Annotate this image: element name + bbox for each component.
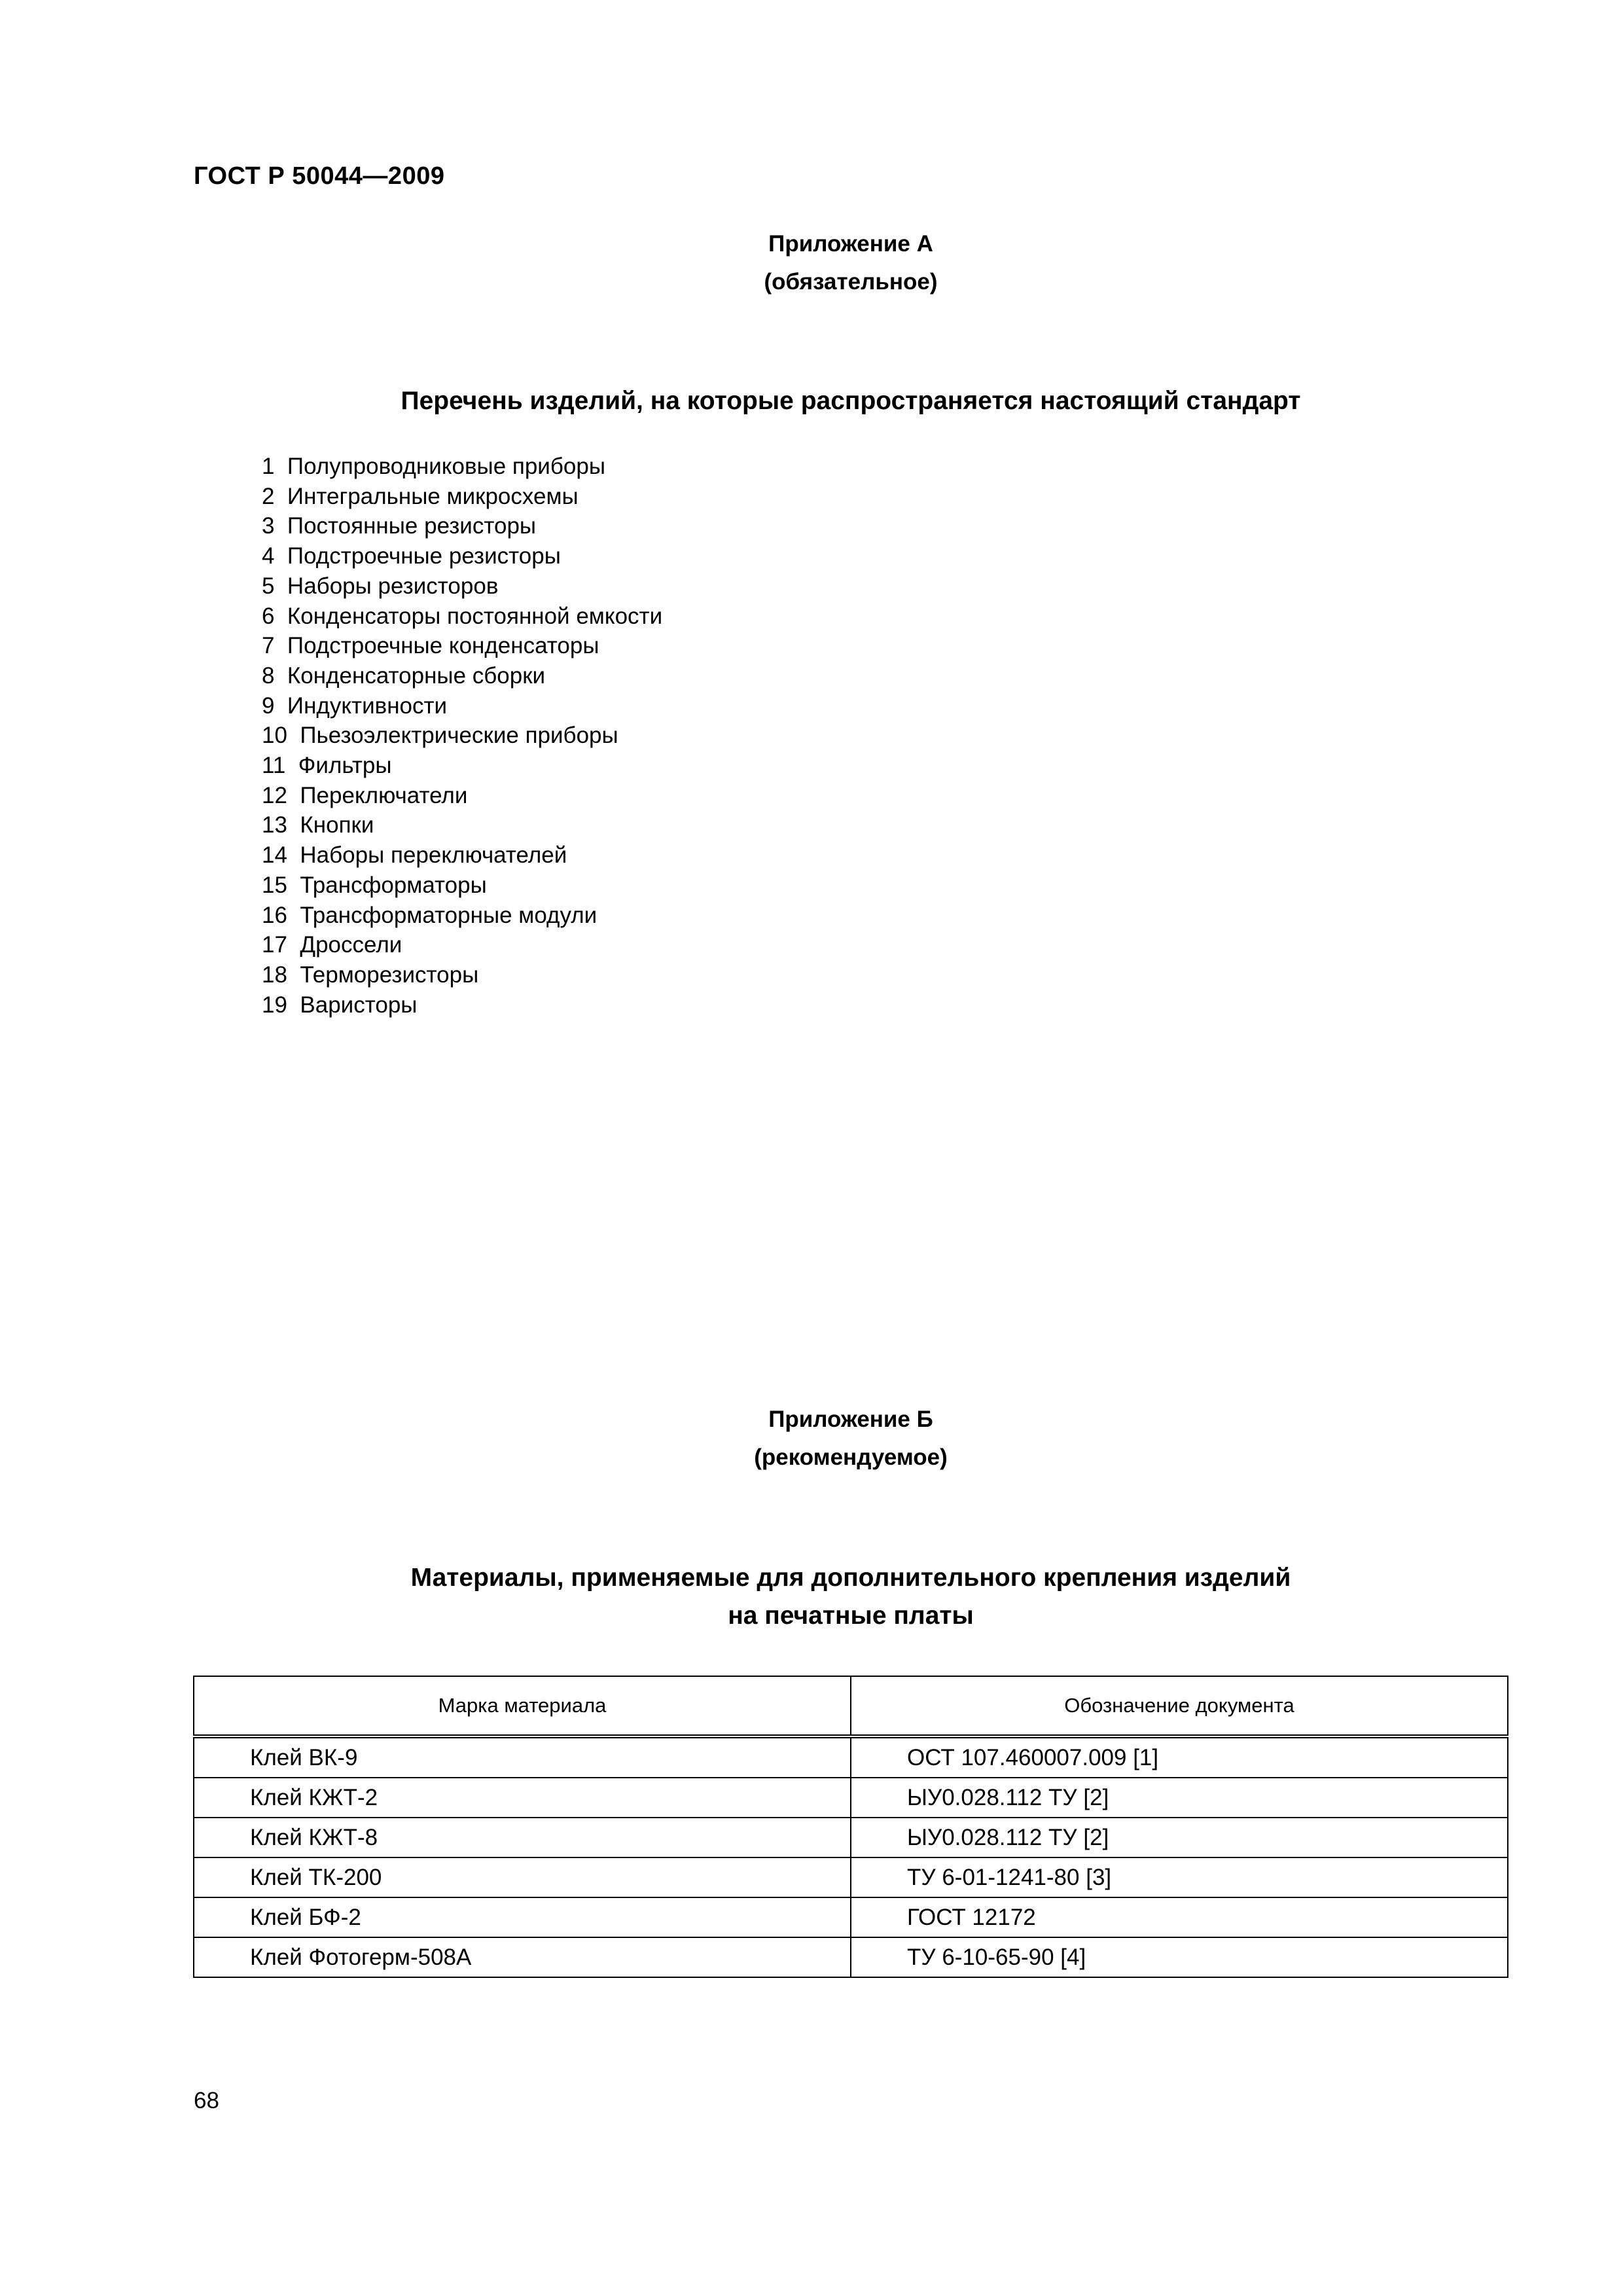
list-item: [262, 781, 662, 811]
list-item-text: Терморезисторы: [300, 961, 479, 988]
product-list: [262, 452, 662, 1020]
list-item: [262, 960, 662, 990]
list-item: [262, 571, 662, 601]
table-header-row: [194, 1676, 1508, 1736]
list-item-number: 13: [262, 812, 287, 838]
table-row: [194, 1897, 1508, 1937]
document-cell: ГОСТ 12172: [851, 1897, 1508, 1937]
appendix-b-label: Приложение Б: [768, 1407, 933, 1432]
list-item-text: Кнопки: [300, 812, 374, 838]
appendix-b-title-line1: Материалы, применяемые для дополнительного крепления изделий: [410, 1564, 1291, 1592]
appendix-a-title: Перечень изделий, на которые распространяется настоящий стандарт: [401, 387, 1301, 415]
list-item-text: Полупроводниковые приборы: [287, 454, 605, 479]
list-item-text: Переключатели: [300, 782, 468, 808]
list-item-text: Подстроечные конденсаторы: [287, 633, 599, 659]
table-row: [194, 1736, 1508, 1778]
list-item-number: 18: [262, 961, 287, 988]
table-row: [194, 1937, 1508, 1977]
document-code: ГОСТ Р 50044—2009: [194, 162, 445, 190]
list-item: [262, 810, 662, 840]
list-item-number: 1: [262, 454, 275, 479]
list-item: [262, 840, 662, 870]
list-item: [262, 511, 662, 541]
table-row: [194, 1778, 1508, 1818]
list-item: [262, 930, 662, 960]
table-row: [194, 1857, 1508, 1897]
material-cell: Клей ВК-9: [194, 1736, 851, 1778]
list-item-number: 16: [262, 902, 287, 928]
column-header-document: Обозначение документа: [851, 1676, 1508, 1736]
list-item-number: 17: [262, 932, 287, 958]
appendix-b-status: (рекомендуемое): [754, 1444, 948, 1470]
list-item: [262, 901, 662, 931]
list-item-number: 3: [262, 513, 275, 539]
list-item-number: 5: [262, 573, 275, 599]
list-item-text: Конденсаторные сборки: [287, 662, 546, 689]
list-item-number: 10: [262, 723, 287, 749]
list-item: [262, 601, 662, 632]
list-item-number: 6: [262, 603, 275, 629]
list-item: [262, 541, 662, 571]
list-item-number: 19: [262, 992, 287, 1018]
list-item: [262, 721, 662, 751]
list-item-text: Дроссели: [300, 932, 402, 958]
document-cell: ЫУ0.028.112 ТУ [2]: [851, 1818, 1508, 1857]
list-item: [262, 452, 662, 482]
list-item-text: Трансформаторы: [300, 872, 487, 898]
document-cell: ТУ 6-01-1241-80 [3]: [851, 1857, 1508, 1897]
list-item-number: 15: [262, 872, 287, 898]
column-header-material: Марка материала: [194, 1676, 851, 1736]
appendix-a-heading: [0, 225, 1623, 301]
list-item-text: Интегральные микросхемы: [287, 483, 579, 509]
list-item: [262, 661, 662, 691]
list-item-text: Наборы резисторов: [287, 573, 499, 599]
document-cell: ТУ 6-10-65-90 [4]: [851, 1937, 1508, 1977]
list-item: [262, 631, 662, 661]
list-item-number: 4: [262, 543, 275, 569]
list-item-number: 9: [262, 692, 275, 719]
appendix-b-title-line2: на печатные платы: [728, 1602, 974, 1630]
list-item-text: Фильтры: [298, 753, 392, 779]
material-cell: Клей КЖТ-8: [194, 1818, 851, 1857]
appendix-a-status: (обязательное): [764, 269, 938, 295]
appendix-b-title: [0, 1559, 1623, 1635]
list-item: [262, 870, 662, 901]
list-item-text: Индуктивности: [287, 692, 448, 719]
appendix-b-heading: [0, 1401, 1623, 1477]
list-item-number: 7: [262, 633, 275, 659]
list-item: [262, 990, 662, 1020]
materials-table: [193, 1676, 1508, 1978]
list-item-number: 11: [262, 753, 286, 779]
document-cell: ОСТ 107.460007.009 [1]: [851, 1736, 1508, 1778]
list-item-number: 14: [262, 842, 287, 869]
material-cell: Клей КЖТ-2: [194, 1778, 851, 1818]
list-item-text: Трансформаторные модули: [300, 902, 597, 928]
list-item: [262, 691, 662, 721]
document-cell: ЫУ0.028.112 ТУ [2]: [851, 1778, 1508, 1818]
list-item-number: 2: [262, 483, 275, 509]
list-item: [262, 482, 662, 512]
list-item-text: Варисторы: [300, 992, 418, 1018]
list-item-number: 12: [262, 782, 287, 808]
list-item-text: Постоянные резисторы: [287, 513, 537, 539]
material-cell: Клей ТК-200: [194, 1857, 851, 1897]
table-row: [194, 1818, 1508, 1857]
page-number: 68: [194, 2088, 219, 2113]
list-item-text: Пьезоэлектрические приборы: [300, 723, 618, 749]
material-cell: Клей БФ-2: [194, 1897, 851, 1937]
list-item: [262, 751, 662, 781]
appendix-a-label: Приложение А: [768, 231, 933, 257]
list-item-text: Наборы переключателей: [300, 842, 567, 869]
material-cell: Клей Фотогерм-508А: [194, 1937, 851, 1977]
list-item-number: 8: [262, 662, 275, 689]
list-item-text: Конденсаторы постоянной емкости: [287, 603, 663, 629]
list-item-text: Подстроечные резисторы: [287, 543, 561, 569]
